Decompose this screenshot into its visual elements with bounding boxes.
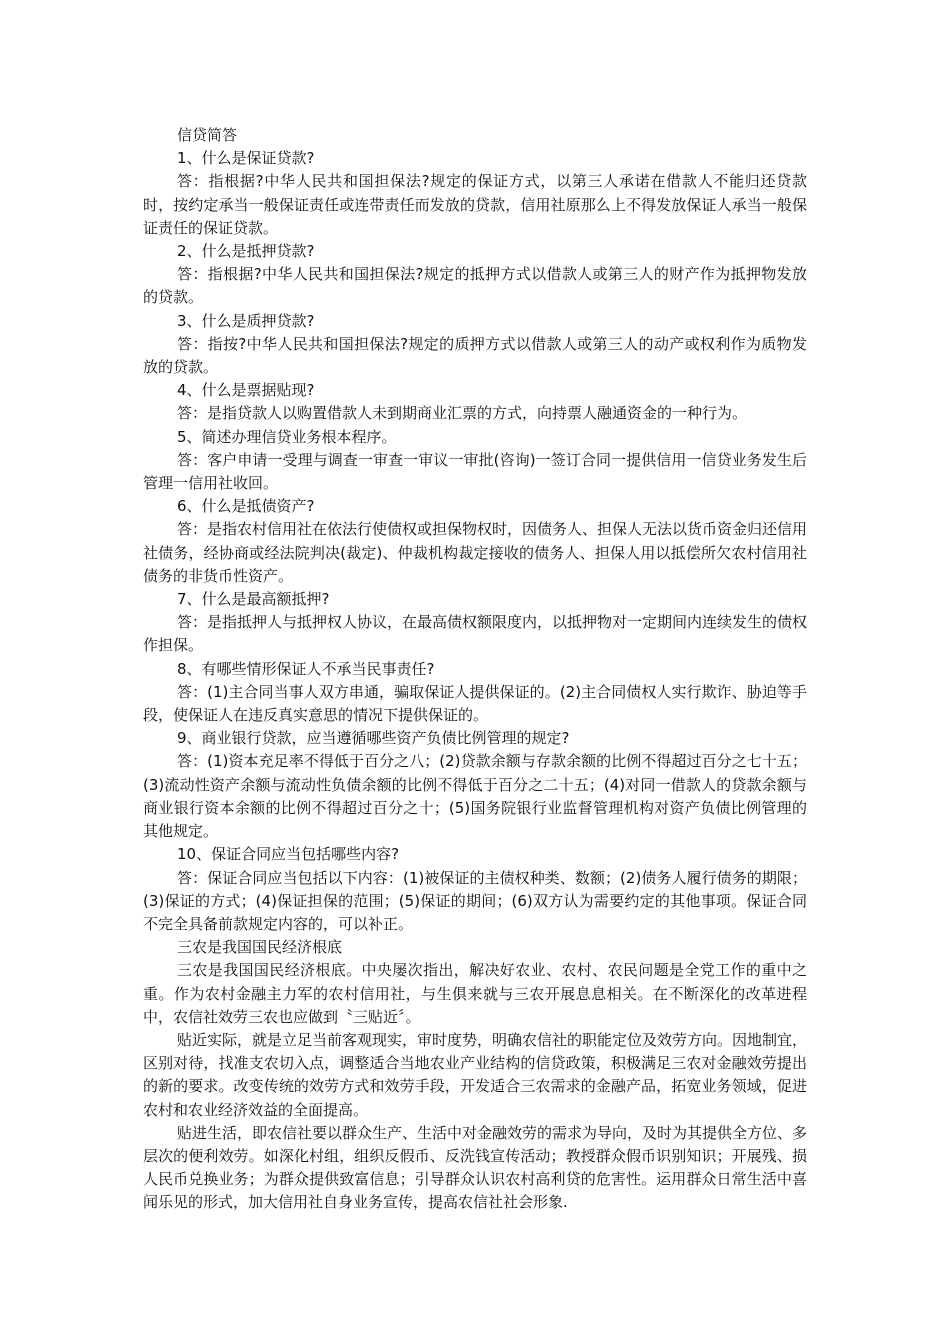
paragraph: 3、什么是质押贷款? [177,311,315,330]
paragraph: 答：保证合同应当包括以下内容：(1)被保证的主债权种类、数额；(2)债务人履行债务的期限；(3)保证的方式；(4)保证担保的范围；(5)保证的期间；(6)双方认为需要约定的其他事项。保证合同不完全具备前款规定内容的，可以补正。 [143,868,807,933]
paragraph: 答：指按?中华人民共和国担保法?规定的质押方式以借款人或第三人的动产或权利作为质物发放的贷款。 [143,334,807,377]
paragraph: 1、什么是保证贷款? [177,149,315,168]
paragraph: 5、简述办理信贷业务根本程序。 [177,427,397,446]
paragraph: 答：是指农村信用社在依法行使债权或担保物权时，因债务人、担保人无法以货币资金归还信用社债务，经协商或经法院判决(裁定)、仲裁机构裁定接收的债务人、担保人用以抵偿所欠农村信用社债务的非货币性资产。 [143,520,808,585]
paragraph: 贴近实际，就是立足当前客观现实，审时度势，明确农信社的职能定位及效劳方向。因地制宜，区别对待，找准支农切入点，调整适合当地农业产业结构的信贷政策，积极满足三农对金融效劳提出的新的要求。改变传统的效劳方式和效劳手段，开发适合三农需求的金融产品，拓宽业务领域，促进农村和农业经济效益的全面提高。 [143,1030,808,1119]
paragraph: 答：是指贷款人以购置借款人未到期商业汇票的方式，向持票人融通资金的一种行为。 [177,404,748,423]
paragraph: 三农是我国国民经济根底。中央屡次指出，解决好农业、农村、农民问题是全党工作的重中之重。作为农村金融主力军的农村信用社，与生俱来就与三农开展息息相关。在不断深化的改革进程中，农信社效劳三农也应做到〝三贴近〞。 [143,961,807,1026]
paragraph: 答：(1)主合同当事人双方串通，骗取保证人提供保证的。(2)主合同债权人实行欺诈、胁迫等手段，使保证人在违反真实意思的情况下提供保证的。 [143,682,807,725]
section-heading: 三农是我国国民经济根底 [177,938,343,957]
paragraph: 6、什么是抵债资产? [177,497,315,516]
paragraph: 7、什么是最高额抵押? [177,590,330,609]
paragraph: 贴进生活，即农信社要以群众生产、生活中对金融效劳的需求为导向，及时为其提供全方位、多层次的便利效劳。如深化村组，组织反假币、反洗钱宣传活动；教授群众假币识别知识；开展残、损人民币兑换业务；为群众提供致富信息；引导群众认识农村高利贷的危害性。运用群众日常生活中喜闻乐见的形式，加大信用社自身业务宣传，提高农信社社会形象. [143,1123,808,1212]
paragraph: 答：指根据?中华人民共和国担保法?规定的抵押方式以借款人或第三人的财产作为抵押物发放的贷款。 [143,265,807,307]
paragraph: 答：指根据?中华人民共和国担保法?规定的保证方式，以第三人承诺在借款人不能归还贷款时，按约定承当一般保证责任或连带责任而发放的贷款，信用社原那么上不得发放保证人承当一般保证责任的保证贷款。 [143,172,807,237]
paragraph: 答：(1)资本充足率不得低于百分之八；(2)贷款余额与存款余额的比例不得超过百分之七十五；(3)流动性资产余额与流动性负债余额的比例不得低于百分之二十五；(4)对同一借款人的贷款余额与商业银行资本余额的比例不得超过百分之十；(5)国务院银行业监督管理机构对资产负债比例管理的其他规定。 [143,752,807,841]
document-body [143,124,807,1215]
paragraph: 9、商业银行贷款，应当遵循哪些资产负债比例管理的规定? [177,729,570,748]
paragraph: 4、什么是票据贴现? [177,381,315,400]
document-title: 信贷简答 [177,126,238,144]
paragraph: 答：是指抵押人与抵押权人协议，在最高债权额限度内，以抵押物对一定期间内连续发生的债权作担保。 [143,613,808,655]
paragraph: 8、有哪些情形保证人不承当民事责任? [177,659,435,678]
paragraph: 2、什么是抵押贷款? [177,242,315,261]
paragraph: 答：客户申请一受理与调查一审查一审议一审批(咨询)一签订合同一提供信用一信贷业务发生后管理一信用社收回。 [143,450,807,493]
paragraph: 10、保证合同应当包括哪些内容? [177,845,400,864]
